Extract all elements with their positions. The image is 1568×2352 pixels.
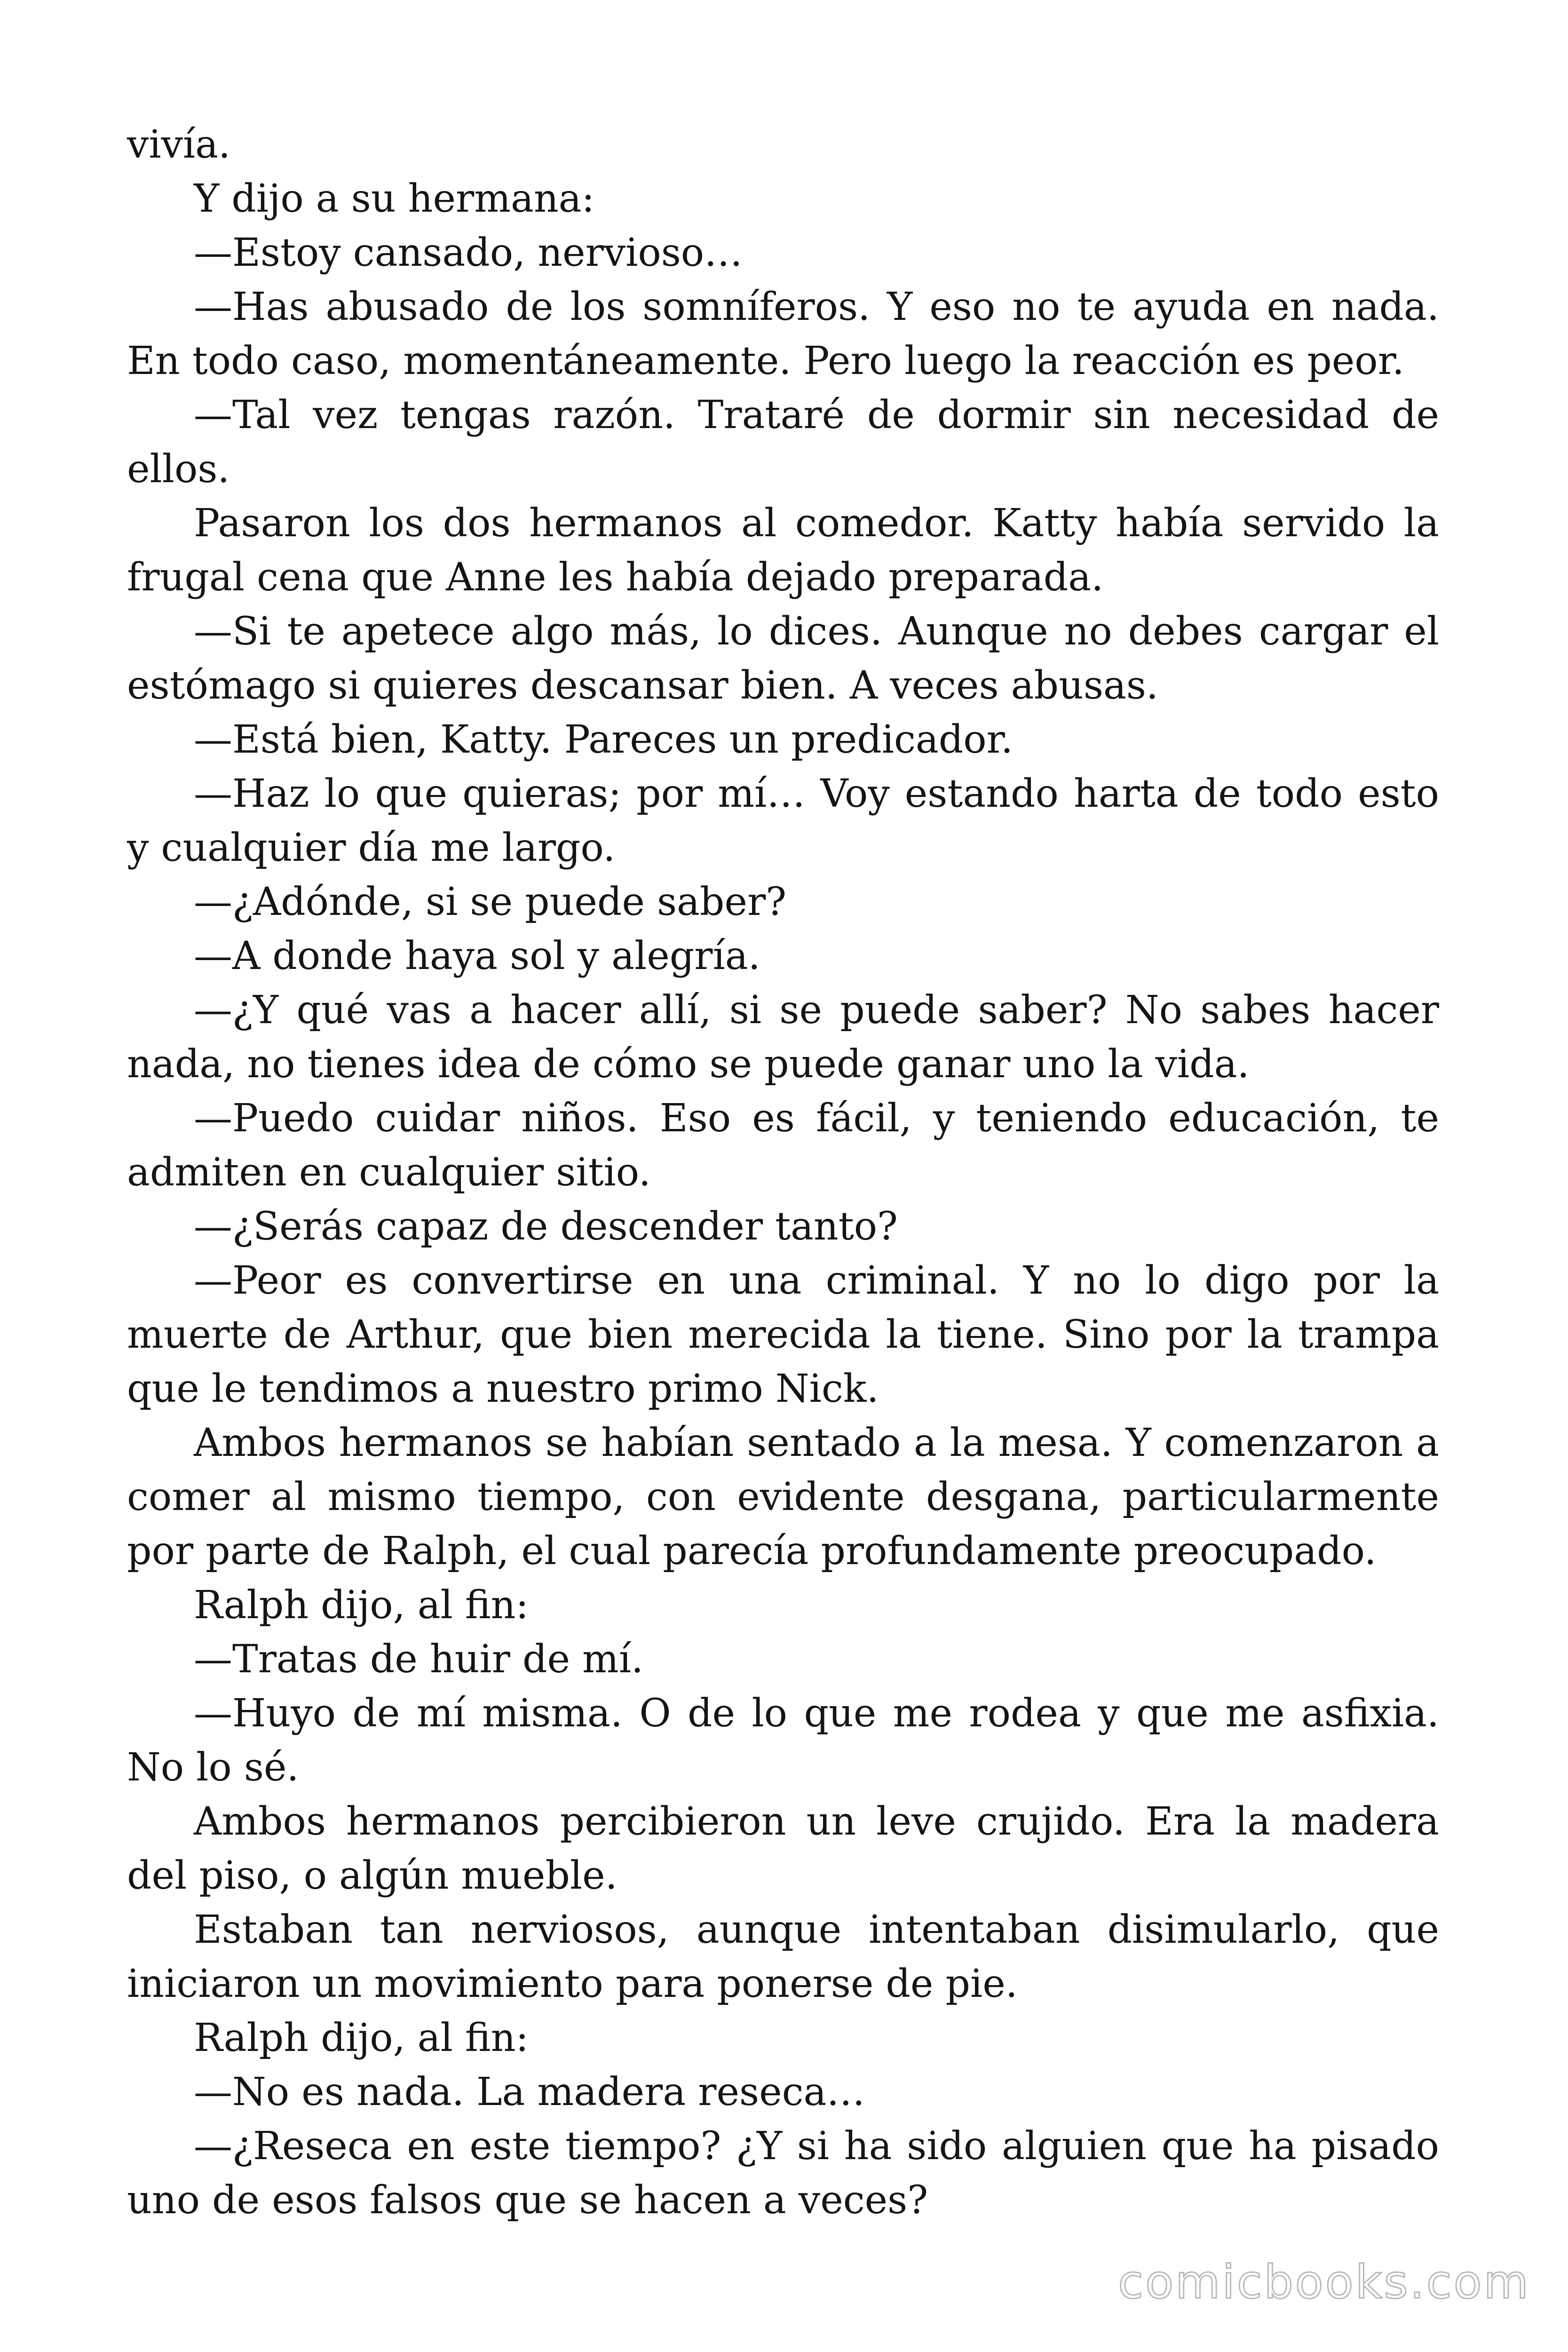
paragraph-6: Pasaron los dos hermanos al comedor. Katty había servido la frugal cena que Anne les había dejado preparada. [127,501,1439,600]
paragraph-15: —Peor es convertirse en una criminal. Y no lo digo por la muerte de Arthur, que bien merecida la tiene. Sino por la trampa que le tendimos a nuestro primo Nick. [127,1258,1439,1411]
paragraph-8: —Está bien, Katty. Pareces un predicador. [194,717,1013,762]
paragraph-1: vivía. [127,122,231,167]
paragraph-12: —¿Y qué vas a hacer allí, si se puede saber? No sabes hacer nada, no tienes idea de cómo se puede ganar uno la vida. [127,988,1439,1087]
body-text [127,118,1439,2227]
paragraph-11: —A donde haya sol y alegría. [194,934,760,978]
paragraph-13: —Puedo cuidar niños. Eso es fácil, y teniendo educación, te admiten en cualquier sitio. [127,1096,1439,1195]
paragraph-24: —¿Reseca en este tiempo? ¿Y si ha sido alguien que ha pisado uno de esos falsos que se hacen a veces? [127,2124,1439,2223]
paragraph-20: Ambos hermanos percibieron un leve crujido. Era la madera del piso, o algún mueble. [127,1799,1439,1898]
paragraph-10: —¿Adónde, si se puede saber? [194,880,787,924]
paragraph-4: —Has abusado de los somníferos. Y eso no te ayuda en nada. En todo caso, momentáneamente. Pero luego la reacción es peor. [127,285,1439,383]
paragraph-17: Ralph dijo, al fin: [194,1583,529,1628]
paragraph-23: —No es nada. La madera reseca… [194,2070,865,2114]
paragraph-3: —Estoy cansado, nervioso… [194,230,743,275]
paragraph-9: —Haz lo que quieras; por mí… Voy estando harta de todo esto y cualquier día me largo. [127,771,1439,870]
paragraph-2: Y dijo a su hermana: [194,176,595,221]
paragraph-22: Ralph dijo, al fin: [194,2016,529,2060]
paragraph-7: —Si te apetece algo más, lo dices. Aunque no debes cargar el estómago si quieres descansar bien. A veces abusas. [127,609,1439,708]
watermark: comicbooks.com [1118,2256,1530,2309]
paragraph-5: —Tal vez tengas razón. Trataré de dormir sin necesidad de ellos. [127,393,1439,492]
paragraph-21: Estaban tan nerviosos, aunque intentaban disimularlo, que iniciaron un movimiento para ponerse de pie. [127,1907,1439,2006]
paragraph-18: —Tratas de huir de mí. [194,1637,644,1682]
paragraph-14: —¿Serás capaz de descender tanto? [194,1204,898,1249]
paragraph-16: Ambos hermanos se habían sentado a la mesa. Y comenzaron a comer al mismo tiempo, con evidente desgana, particularmente por parte de Ralph, el cual parecía profundamente preocupado. [127,1421,1439,1573]
paragraph-19: —Huyo de mí misma. O de lo que me rodea y que me asfixia. No lo sé. [127,1691,1439,1790]
